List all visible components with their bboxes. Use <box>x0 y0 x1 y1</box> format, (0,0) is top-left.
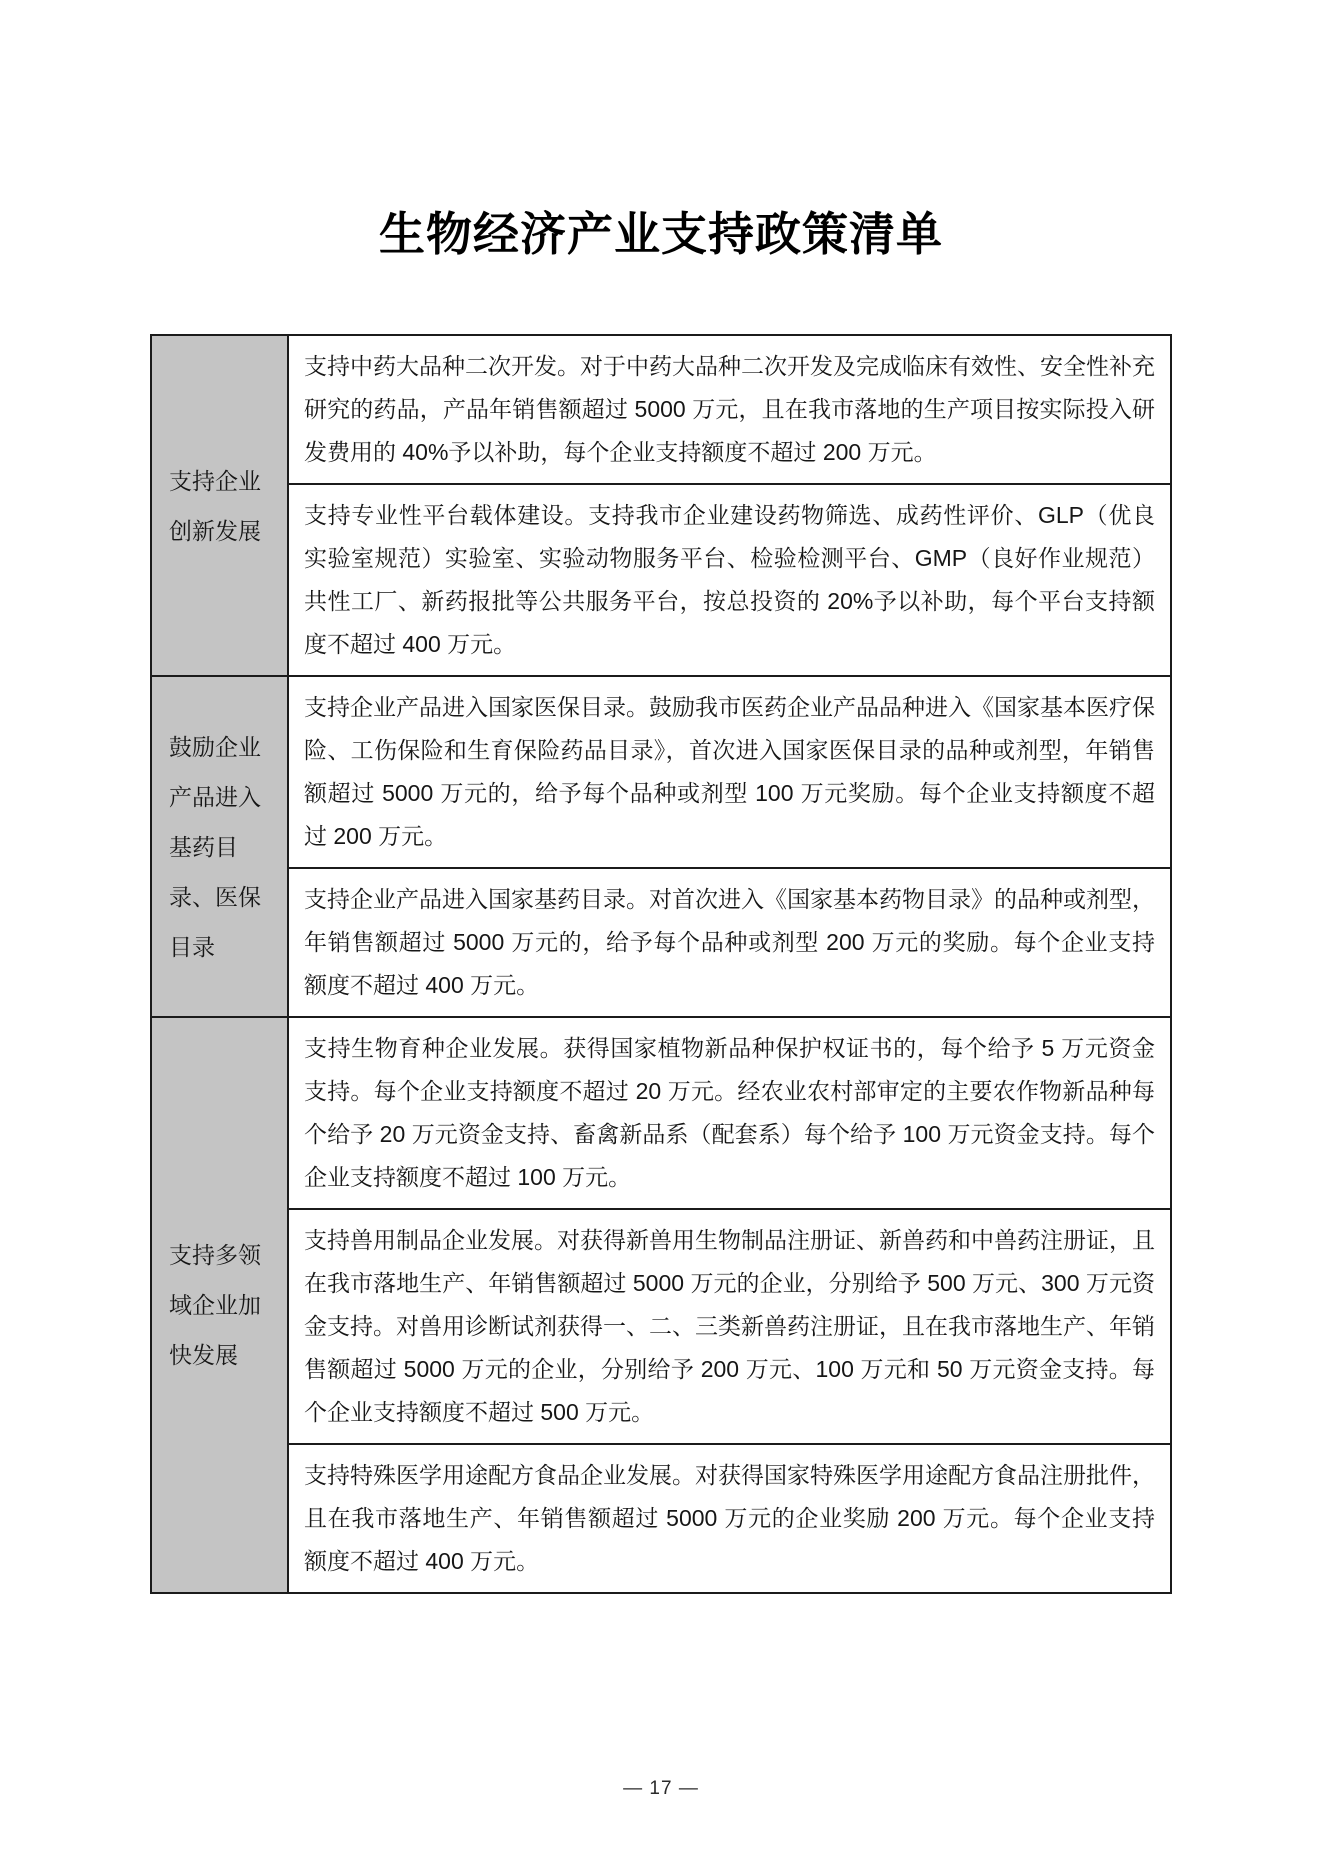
table-row <box>151 1017 1171 1209</box>
category-cell-multi-field: 支持多领域企业加快发展 <box>151 1017 288 1593</box>
category-cell-catalog: 鼓励企业产品进入基药目录、医保目录 <box>151 676 288 1017</box>
policy-cell: 支持专业性平台载体建设。支持我市企业建设药物筛选、成药性评价、GLP（优良实验室规范）实验室、实验动物服务平台、检验检测平台、GMP（良好作业规范）共性工厂、新药报批等公共服务平台，按总投资的 20%予以补助，每个平台支持额度不超过 400 万元。 <box>288 484 1171 676</box>
table-row <box>151 484 1171 676</box>
policy-table <box>150 334 1172 1594</box>
policy-cell: 支持企业产品进入国家医保目录。鼓励我市医药企业产品品种进入《国家基本医疗保险、工伤保险和生育保险药品目录》，首次进入国家医保目录的品种或剂型，年销售额超过 5000 万元的，给予每个品种或剂型 100 万元奖励。每个企业支持额度不超过 200 万元。 <box>288 676 1171 868</box>
table-row <box>151 335 1171 484</box>
table-row <box>151 868 1171 1017</box>
table-row <box>151 1209 1171 1444</box>
table-row <box>151 1444 1171 1593</box>
page-number: — 17 — <box>623 1778 699 1799</box>
category-cell-innovation: 支持企业创新发展 <box>151 335 288 676</box>
table-row <box>151 676 1171 868</box>
page-title: 生物经济产业支持政策清单 <box>379 209 943 260</box>
policy-cell: 支持中药大品种二次开发。对于中药大品种二次开发及完成临床有效性、安全性补充研究的药品，产品年销售额超过 5000 万元，且在我市落地的生产项目按实际投入研发费用的 40%予以补助，每个企业支持额度不超过 200 万元。 <box>288 335 1171 484</box>
policy-cell: 支持生物育种企业发展。获得国家植物新品种保护权证书的，每个给予 5 万元资金支持。每个企业支持额度不超过 20 万元。经农业农村部审定的主要农作物新品种每个给予 20 万元资金支持、畜禽新品系（配套系）每个给予 100 万元资金支持。每个企业支持额度不超过 100 万元。 <box>288 1017 1171 1209</box>
policy-cell: 支持特殊医学用途配方食品企业发展。对获得国家特殊医学用途配方食品注册批件，且在我市落地生产、年销售额超过 5000 万元的企业奖励 200 万元。每个企业支持额度不超过 400 万元。 <box>288 1444 1171 1593</box>
policy-cell: 支持企业产品进入国家基药目录。对首次进入《国家基本药物目录》的品种或剂型，年销售额超过 5000 万元的，给予每个品种或剂型 200 万元的奖励。每个企业支持额度不超过 400 万元。 <box>288 868 1171 1017</box>
policy-cell: 支持兽用制品企业发展。对获得新兽用生物制品注册证、新兽药和中兽药注册证，且在我市落地生产、年销售额超过 5000 万元的企业，分别给予 500 万元、300 万元资金支持。对兽用诊断试剂获得一、二、三类新兽药注册证，且在我市落地生产、年销售额超过 5000 万元的企业，分别给予 200 万元、100 万元和 50 万元资金支持。每个企业支持额度不超过 500 万元。 <box>288 1209 1171 1444</box>
